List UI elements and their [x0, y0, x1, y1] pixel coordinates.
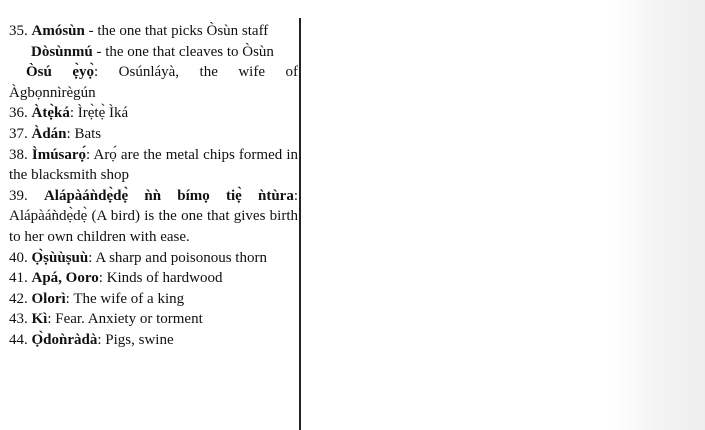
entry-definition: Ìrẹ̀tẹ̀ Ìká	[77, 105, 129, 122]
entry-separator: :	[293, 187, 298, 204]
entry-43	[9, 309, 298, 330]
entry-number: 42.	[9, 290, 32, 307]
entry-definition: the one that cleaves to Òsùn	[105, 43, 274, 60]
entry-definition: Fear. Anxiety or torment	[55, 311, 203, 328]
entry-36	[9, 103, 298, 124]
entry-42	[9, 289, 298, 310]
entry-term: Olorì	[31, 290, 66, 307]
glossary-column	[9, 21, 298, 351]
entry-separator: -	[84, 23, 98, 39]
entry-41	[9, 268, 298, 289]
entry-separator: :	[97, 331, 106, 348]
entry-number: 36.	[9, 105, 32, 122]
entry-definition: The wife of a king	[73, 290, 185, 307]
entry-35-osu-eyo	[9, 62, 298, 103]
entry-35	[9, 21, 298, 42]
column-rule	[299, 18, 301, 430]
entry-term: Àtẹ̀ká	[31, 105, 70, 122]
entry-number: 44.	[9, 331, 32, 348]
entry-term: Ìmúsarọ́	[31, 146, 87, 163]
entry-term: Apá, Ooro	[31, 270, 99, 287]
entry-39	[9, 186, 298, 248]
entry-definition: the one that picks Òsùn staff	[97, 23, 269, 39]
entry-35-dosunmu	[9, 42, 298, 63]
entry-separator: :	[98, 270, 107, 287]
entry-definition: Pigs, swine	[105, 331, 174, 348]
entry-number: 35.	[9, 23, 32, 39]
entry-number: 40.	[9, 249, 32, 266]
entry-separator: -	[92, 43, 106, 60]
entry-number: 38.	[9, 146, 32, 163]
entry-separator: :	[69, 105, 78, 122]
entry-number: 41.	[9, 270, 32, 287]
entry-40	[9, 248, 298, 269]
entry-definition: Arọ́ are the metal chips formed in the blacksmith shop	[9, 146, 299, 184]
entry-44	[9, 330, 298, 351]
entry-definition: A sharp and poisonous thorn	[95, 249, 267, 266]
entry-separator: :	[65, 290, 74, 307]
entry-term: Ọ̀ṣùùṣuù	[31, 249, 89, 266]
entry-definition: Alápàáǹdẹ̀dẹ̀ (A bird) is the one that gives birth to her own children with ease.	[9, 208, 298, 245]
entry-number: 39.	[9, 187, 44, 204]
entry-term: Amósùn	[31, 23, 85, 39]
entry-term: Àdán	[31, 125, 67, 142]
entry-separator: :	[66, 125, 75, 142]
entry-term: Alápàáǹdẹ̀dẹ̀ ǹǹ bímọ tiẹ̀ ǹtùra	[43, 187, 294, 204]
entry-37	[9, 124, 298, 145]
page-gutter-shadow	[610, 0, 705, 430]
entry-number: 37.	[9, 125, 32, 142]
entry-term: Dòsùnmú	[31, 43, 93, 60]
entry-definition: Osúnláyà, the wife of Àgbọnnìrègún	[9, 64, 298, 101]
entry-term: Kì	[31, 311, 48, 328]
entry-separator: :	[88, 249, 96, 266]
entry-separator: :	[86, 146, 94, 163]
entry-term: Ọ̀doǹràdà	[31, 331, 98, 348]
entry-number: 43.	[9, 311, 32, 328]
entry-separator: :	[47, 311, 56, 328]
entry-separator: :	[94, 64, 119, 81]
entry-38	[9, 145, 298, 186]
entry-definition: Kinds of hardwood	[106, 270, 223, 287]
entry-definition: Bats	[74, 125, 102, 142]
entry-term: Òsú ẹ̀yọ̀	[26, 64, 94, 81]
